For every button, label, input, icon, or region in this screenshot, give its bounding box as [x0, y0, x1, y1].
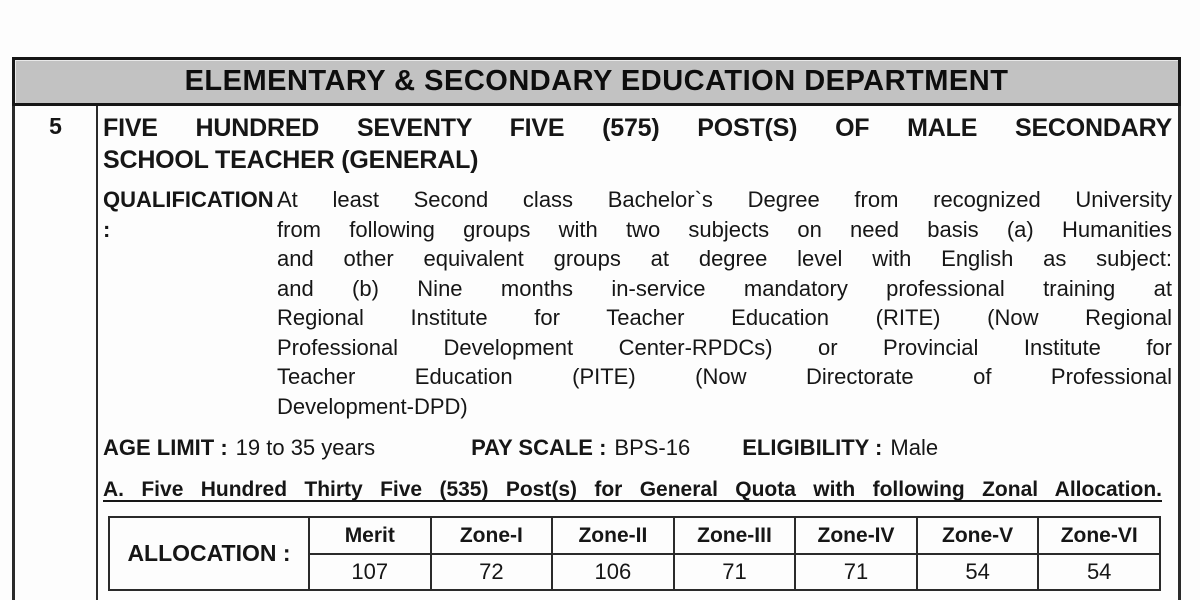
post-entry-content — [98, 106, 1178, 600]
allocation-value-zone-4: 71 — [795, 554, 917, 590]
allocation-row-label: ALLOCATION : — [109, 517, 309, 590]
qualification-section — [103, 185, 1172, 421]
qualification-line: Teacher Education (PITE) (Now Directorate of Professional — [277, 364, 1172, 389]
post-entry-row — [12, 106, 1181, 600]
allocation-value-zone-2: 106 — [552, 554, 674, 590]
eligibility-value: Male — [890, 435, 939, 460]
allocation-header-zone-3: Zone-III — [674, 517, 796, 554]
qualification-line: At least Second class Bachelor`s Degree from recognized University — [277, 187, 1172, 212]
allocation-table — [108, 516, 1161, 591]
allocation-header-zone-4: Zone-IV — [795, 517, 917, 554]
allocation-header-zone-2: Zone-II — [552, 517, 674, 554]
post-title — [103, 112, 1172, 176]
department-header-title: ELEMENTARY & SECONDARY EDUCATION DEPARTMENT — [184, 65, 1009, 97]
allocation-header-zone-6: Zone-VI — [1038, 517, 1160, 554]
qualification-line: Professional Development Center-RPDCs) or Provincial Institute for — [277, 334, 1172, 360]
allocation-value-merit: 107 — [309, 554, 431, 590]
qualification-line: Regional Institute for Teacher Education (RITE) (Now Regional — [277, 305, 1172, 330]
allocation-value-zone-3: 71 — [674, 554, 796, 590]
qualification-line: from following groups with two subjects on need basis (a) Humanities — [277, 216, 1172, 242]
age-limit-label: AGE LIMIT : — [103, 435, 228, 460]
allocation-value-zone-6: 54 — [1038, 554, 1160, 590]
qualification-line: and other equivalent groups at degree level with English as subject: — [277, 246, 1172, 271]
post-title-line-2: SCHOOL TEACHER (GENERAL) — [103, 146, 479, 174]
notice-document — [12, 57, 1181, 600]
eligibility-label: ELIGIBILITY : — [742, 435, 883, 460]
serial-number: 5 — [49, 113, 62, 139]
allocation-header-zone-5: Zone-V — [917, 517, 1039, 554]
post-title-line-1: FIVE HUNDRED SEVENTY FIVE (575) POST(S) OF MALE SECONDARY — [103, 114, 1172, 142]
serial-number-cell — [15, 106, 98, 600]
qualification-label: QUALIFICATION : — [103, 187, 274, 242]
allocation-header-row — [109, 517, 1160, 554]
age-limit-value: 19 to 35 years — [235, 435, 376, 460]
pay-scale-label: PAY SCALE : — [471, 435, 607, 460]
qualification-text — [277, 185, 1172, 421]
meta-row — [103, 435, 1172, 461]
allocation-header-merit: Merit — [309, 517, 431, 554]
allocation-value-zone-1: 72 — [431, 554, 553, 590]
qualification-line: and (b) Nine months in-service mandatory professional training at — [277, 275, 1172, 301]
general-quota-heading: A. Five Hundred Thirty Five (535) Post(s) for General Quota with following Zonal Allocation. — [103, 478, 1162, 501]
pay-scale-value: BPS-16 — [614, 435, 691, 460]
allocation-value-zone-5: 54 — [917, 554, 1039, 590]
department-header-bar — [12, 57, 1181, 106]
allocation-header-zone-1: Zone-I — [431, 517, 553, 554]
qualification-line: Development-DPD) — [277, 393, 468, 419]
